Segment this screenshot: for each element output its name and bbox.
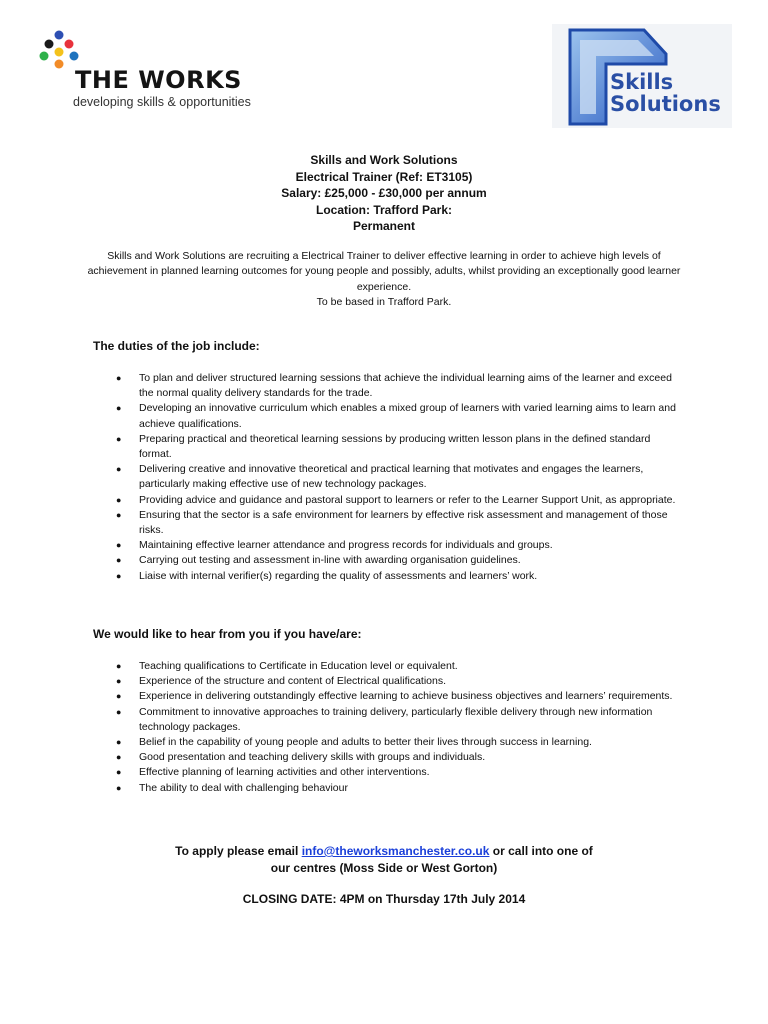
list-item-text: Maintaining effective learner attendance and progress records for individuals and groups.	[139, 539, 553, 552]
bullet-icon: ●	[116, 706, 122, 717]
bullet-icon: ●	[116, 540, 122, 551]
list-item-text: Developing an innovative curriculum which enables a mixed group of learners with varied learning aims to learn and achieve qualifications.	[139, 402, 676, 430]
bullet-icon: ●	[116, 676, 122, 687]
bullet-icon: ●	[116, 403, 122, 414]
list-item-text: Carrying out testing and assessment in-line with awarding organisation guidelines.	[139, 554, 521, 567]
duties-heading: The duties of the job include:	[93, 339, 260, 353]
list-item-text: Effective planning of learning activities and other interventions.	[139, 766, 430, 779]
bullet-icon: ●	[116, 555, 122, 566]
duties-list	[0, 371, 768, 584]
list-item	[0, 674, 679, 689]
list-item-text: Liaise with internal verifier(s) regarding the quality of assessments and learners’ work.	[139, 569, 538, 582]
list-item	[0, 705, 679, 735]
bullet-icon: ●	[116, 691, 122, 702]
list-item-text: To plan and deliver structured learning sessions that achieve the individual learning aims of the learner and exceed the normal quality delivery standards for the trade.	[139, 372, 672, 400]
apply-prefix: To apply please email	[175, 844, 299, 858]
solutions-word: Solutions	[610, 92, 721, 116]
the-works-logo	[38, 30, 268, 120]
email-link[interactable]: info@theworksmanchester.co.uk	[301, 844, 490, 858]
skills-solutions-logo	[552, 24, 732, 128]
job-header	[0, 152, 768, 235]
list-item	[0, 689, 679, 704]
list-item	[0, 659, 679, 674]
list-item	[0, 401, 679, 431]
list-item	[0, 371, 679, 401]
bullet-icon: ●	[116, 433, 122, 444]
apply-centres: our centres (Moss Side or West Gorton)	[270, 860, 498, 875]
list-item	[0, 735, 679, 750]
apply-section	[0, 843, 768, 876]
location: Location: Trafford Park:	[315, 202, 452, 217]
apply-suffix: or call into one of	[492, 844, 593, 858]
list-item	[0, 569, 679, 584]
list-item-text: Ensuring that the sector is a safe environment for learners by effective risk assessment and management of those risks.	[139, 508, 668, 537]
list-item	[0, 538, 679, 553]
list-item	[0, 432, 679, 462]
company-name: Skills and Work Solutions	[310, 153, 458, 167]
bullet-icon: ●	[116, 509, 122, 520]
list-item-text: Providing advice and guidance and pastoral support to learners or refer to the Learner Support Unit, as appropriate.	[139, 493, 676, 506]
list-item-text: Preparing practical and theoretical learning sessions by producing written lesson plans in the defined standard format.	[139, 432, 651, 461]
salary: Salary: £25,000 - £30,000 per annum	[281, 186, 487, 200]
bullet-icon: ●	[116, 782, 122, 793]
list-item-text: Belief in the capability of young people and adults to better their lives through success in learning.	[139, 736, 592, 749]
bullet-icon: ●	[116, 767, 122, 778]
the-works-title: THE WORKS	[75, 66, 242, 94]
list-item	[0, 750, 679, 765]
list-item	[0, 493, 679, 508]
list-item	[0, 765, 679, 780]
bullet-icon: ●	[116, 752, 122, 763]
bullet-icon: ●	[116, 464, 122, 475]
bullet-icon: ●	[116, 661, 122, 671]
skills-word: Skills	[610, 70, 674, 94]
based-location-text: To be based in Trafford Park.	[316, 295, 452, 308]
list-item	[0, 462, 679, 492]
the-works-tagline: developing skills & opportunities	[73, 95, 251, 109]
bullet-icon: ●	[116, 737, 122, 748]
list-item	[0, 508, 679, 538]
list-item-text: Experience of the structure and content of Electrical qualifications.	[139, 675, 447, 688]
list-item-text: Experience in delivering outstandingly effective learning to achieve business objectives and learners’ requirements.	[139, 690, 673, 703]
list-item-text: Commitment to innovative approaches to training delivery, particularly flexible delivery through new information technology packages.	[139, 705, 653, 733]
list-item-text: Teaching qualifications to Certificate in Education level or equivalent.	[139, 660, 458, 672]
list-item-text: Delivering creative and innovative theoretical and practical learning that motivates and engages the learners, particularly making effective use of new technology packages.	[139, 463, 644, 491]
requirements-heading: We would like to hear from you if you have/are:	[93, 627, 362, 641]
requirements-list	[0, 659, 768, 796]
closing-date: CLOSING DATE: 4PM on Thursday 17th July 2014	[242, 892, 526, 906]
job-title: Electrical Trainer (Ref: ET3105)	[295, 169, 473, 184]
list-item-text: Good presentation and teaching delivery skills with groups and individuals.	[139, 751, 486, 764]
list-item	[0, 553, 679, 568]
bullet-icon: ●	[116, 570, 122, 581]
bullet-icon: ●	[116, 373, 122, 383]
colored-dots-icon	[38, 30, 80, 70]
employment-type: Permanent	[352, 219, 416, 233]
list-item	[0, 781, 679, 796]
intro-paragraph	[84, 249, 684, 310]
bullet-icon: ●	[116, 494, 122, 505]
intro-text: Skills and Work Solutions are recruiting a Electrical Trainer to deliver effective learning in order to achieve high levels of achievement in planned learning outcomes for young people and possibly, adults, whilst providing an exceptionally good learner experience.	[87, 250, 681, 293]
list-item-text: The ability to deal with challenging behaviour	[139, 781, 348, 794]
